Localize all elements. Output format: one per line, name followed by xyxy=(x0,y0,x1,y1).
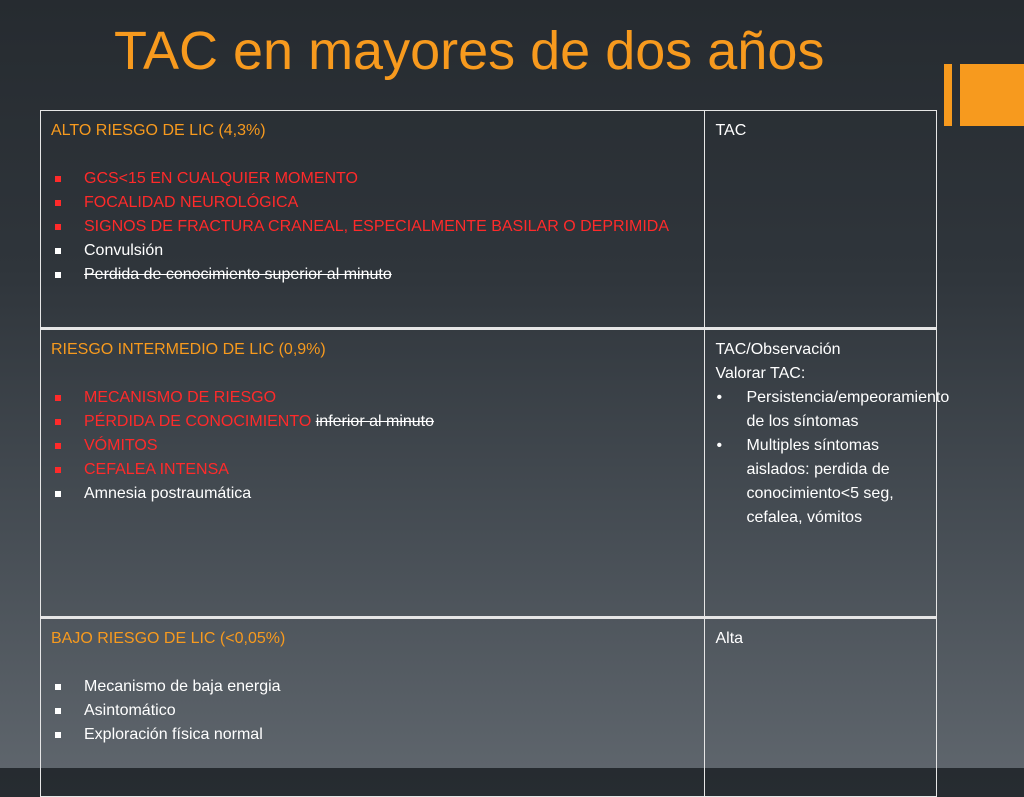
list-item: SIGNOS DE FRACTURA CRANEAL, ESPECIALMENTE BASILAR O DEPRIMIDA xyxy=(51,215,694,239)
list-item: FOCALIDAD NEUROLÓGICA xyxy=(51,191,694,215)
slide-title: TAC en mayores de dos años xyxy=(114,21,825,81)
intermediate-risk-criteria-list xyxy=(51,386,694,506)
spacer xyxy=(51,143,694,167)
spacer xyxy=(51,362,694,386)
high-risk-title: ALTO RIESGO DE LIC (4,3%) xyxy=(51,122,266,139)
list-item: Asintomático xyxy=(51,699,694,723)
list-item: VÓMITOS xyxy=(51,434,694,458)
list-item: Perdida de conocimiento superior al minuto xyxy=(51,263,694,287)
list-item: MECANISMO DE RIESGO xyxy=(51,386,694,410)
low-risk-action: Alta xyxy=(715,630,744,647)
table-row-high-risk xyxy=(41,111,937,329)
low-risk-criteria-list xyxy=(51,675,694,747)
list-item: Exploración física normal xyxy=(51,723,694,747)
table-row-low-risk xyxy=(41,618,937,797)
intermediate-risk-title: RIESGO INTERMEDIO DE LIC (0,9%) xyxy=(51,341,326,358)
criteria-cell-low-risk xyxy=(41,618,705,797)
high-risk-criteria-list xyxy=(51,167,694,287)
accent-bar-thin xyxy=(944,64,952,126)
criteria-cell-high-risk xyxy=(41,111,705,329)
list-item: GCS<15 EN CUALQUIER MOMENTO xyxy=(51,167,694,191)
risk-table xyxy=(40,110,950,797)
high-risk-action: TAC xyxy=(715,122,747,139)
list-item: Convulsión xyxy=(51,239,694,263)
action-cell-low-risk xyxy=(705,618,937,797)
action-cell-high-risk xyxy=(705,111,937,329)
low-risk-title: BAJO RIESGO DE LIC (<0,05%) xyxy=(51,630,286,647)
list-item: CEFALEA INTENSA xyxy=(51,458,694,482)
struck-suffix: inferior al minuto xyxy=(315,413,435,430)
intermediate-action-line: Valorar TAC: xyxy=(715,365,806,382)
spacer xyxy=(51,651,694,675)
intermediate-action-line: TAC/Observación xyxy=(715,341,841,358)
list-item: PÉRDIDA DE CONOCIMIENTO inferior al minuto xyxy=(51,410,694,434)
accent-bar-thick xyxy=(960,64,1024,126)
intermediate-action-list xyxy=(715,386,950,530)
list-item: • Multiples síntomas aislados: perdida de conocimiento<5 seg, cefalea, vómitos xyxy=(715,434,926,530)
list-item: Mecanismo de baja energia xyxy=(51,675,694,699)
list-item: Amnesia postraumática xyxy=(51,482,694,506)
list-item: • Persistencia/empeoramiento de los síntomas xyxy=(715,386,926,434)
table-row-intermediate-risk xyxy=(41,329,937,618)
criteria-cell-intermediate-risk xyxy=(41,329,705,618)
action-cell-intermediate-risk xyxy=(705,329,950,618)
